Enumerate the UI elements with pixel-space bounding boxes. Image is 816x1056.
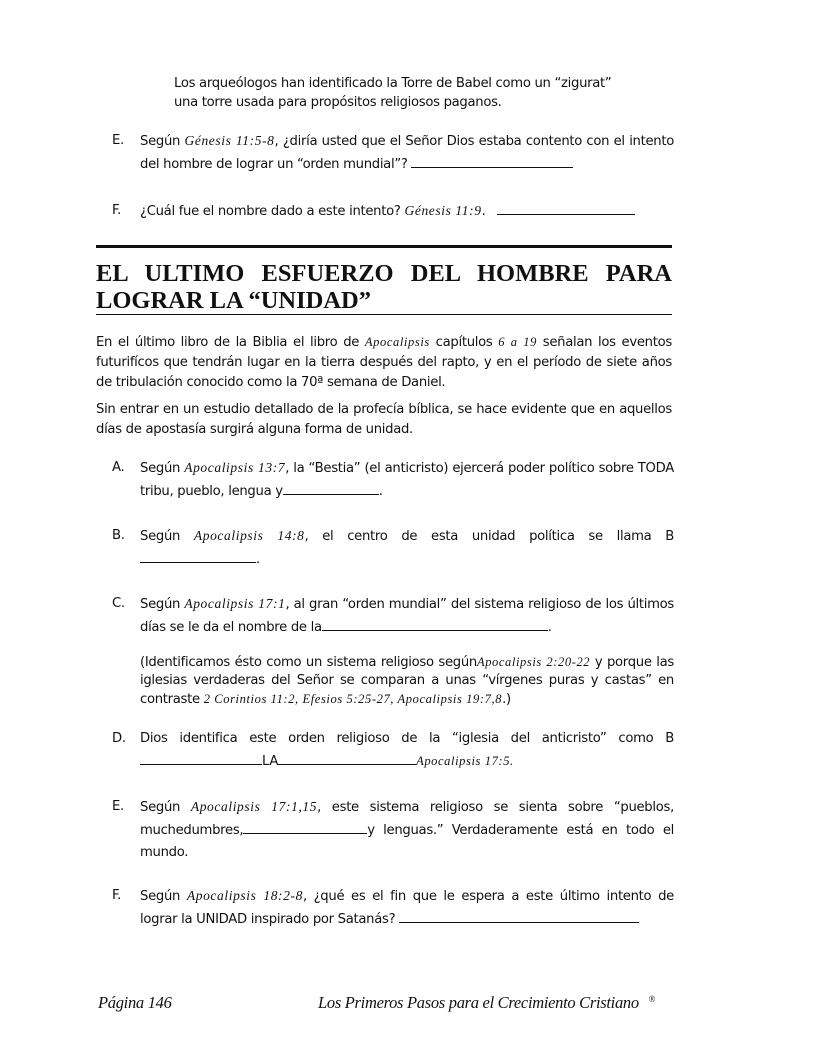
scripture-reference: Apocalipsis 14:8: [193, 528, 305, 543]
paragraph-2: Sin entrar en un estudio detallado de la profecía bíblica, se hace evidente que en aquellos días de apostasía surgirá alguna forma de unidad.: [96, 402, 672, 437]
section-title: [96, 260, 672, 315]
question-top-f: ¿Cuál fue el nombre dado a este intento? Génesis 11:9.: [140, 200, 635, 223]
answer-blank[interactable]: [411, 153, 573, 168]
answer-blank[interactable]: [140, 750, 262, 765]
scripture-reference: Génesis 11:9: [404, 203, 482, 218]
intro-note-line-2: una torre usada para propósitos religiosos paganos.: [174, 95, 502, 110]
footer-book-title: Los Primeros Pasos para el Crecimiento Cristiano ®: [318, 993, 656, 1012]
question-d-letter: D.: [112, 731, 126, 746]
section-title-line-1: EL ULTIMO ESFUERZO DEL HOMBRE PARA: [96, 260, 672, 287]
answer-blank[interactable]: [243, 819, 367, 834]
scripture-reference: Apocalipsis 13:7: [184, 460, 286, 475]
question-c-letter: C.: [112, 596, 125, 611]
scripture-reference: Apocalipsis 17:1: [184, 596, 286, 611]
section-title-line-2: LOGRAR LA “UNIDAD”: [96, 287, 672, 315]
question-b: Según Apocalipsis 14:8, el centro de esta unidad política se llama B .: [140, 528, 674, 567]
question-e-letter: E.: [112, 799, 124, 814]
paragraph-1: En el último libro de la Biblia el libro de Apocalipsis capítulos 6 a 19 señalan los eventos futurifícos que tendrán lugar en la tierra después del rapto, y en el período de siete años de tribulación conocido como la 70ª semana de Daniel.: [96, 335, 672, 390]
scripture-reference: Apocalipsis 17:5.: [416, 754, 514, 768]
footer-page-number: Página 146: [98, 993, 172, 1012]
question-a-letter: A.: [112, 460, 125, 475]
question-f: Según Apocalipsis 18:2-8, ¿qué es el fin que le espera a este último intento de lograr la UNIDAD inspirado por Satanás?: [140, 888, 674, 927]
question-top-e-letter: E.: [112, 133, 124, 148]
intro-note: [174, 74, 611, 112]
scripture-reference: Apocalipsis: [364, 335, 430, 349]
question-top-e: Según Génesis 11:5-8, ¿diría usted que el Señor Dios estaba contento con el intento del hombre de lograr un “orden mundial”?: [140, 133, 674, 172]
answer-blank[interactable]: [283, 480, 379, 495]
question-a: Según Apocalipsis 13:7, la “Bestia” (el anticristo) ejercerá poder político sobre TODA tribu, pueblo, lengua y .: [140, 460, 674, 499]
question-b-letter: B.: [112, 528, 125, 543]
question-f-letter: F.: [112, 888, 122, 903]
answer-blank[interactable]: [140, 548, 256, 563]
scripture-reference: Apocalipsis 2:20-22: [476, 655, 591, 669]
answer-blank[interactable]: [278, 750, 416, 765]
question-c: Según Apocalipsis 17:1, al gran “orden mundial” del sistema religioso de los últimos días se le da el nombre de la .: [140, 596, 675, 635]
question-c-note: (Identificamos ésto como un sistema religioso segúnApocalipsis 2:20-22 y porque las iglesias verdaderas del Señor se comparan a unas “vírgenes puras y castas” en contraste 2 Corintios 11:2, Efesios 5:25-27, Apocalipsis 19:7,8.): [140, 655, 674, 707]
scripture-reference: Apocalipsis 18:2-8: [186, 888, 303, 903]
registered-mark: ®: [648, 993, 656, 1004]
scripture-reference: 6 a 19: [498, 335, 537, 349]
scripture-reference: Génesis 11:5-8: [184, 133, 275, 148]
scripture-reference: Apocalipsis 17:1,15: [190, 799, 318, 814]
question-d: Dios identifica este orden religioso de la “iglesia del anticristo” como B LA Apocalipsis 17:5.: [140, 731, 674, 769]
scripture-reference: 2 Corintios 11:2, Efesios 5:25-27, Apocalipsis 19:7,8: [203, 692, 503, 706]
title-top-rule: [96, 245, 672, 248]
answer-blank[interactable]: [399, 908, 639, 923]
intro-note-line-1: Los arqueólogos han identificado la Torre de Babel como un “zigurat”: [174, 76, 612, 91]
answer-blank[interactable]: [497, 200, 635, 215]
question-top-f-letter: F.: [112, 203, 122, 218]
question-e: Según Apocalipsis 17:1,15, este sistema religioso se sienta sobre “pueblos, muchedumbres, y lenguas.” Verdaderamente está en todo el mundo.: [140, 799, 674, 860]
answer-blank[interactable]: [322, 616, 548, 631]
